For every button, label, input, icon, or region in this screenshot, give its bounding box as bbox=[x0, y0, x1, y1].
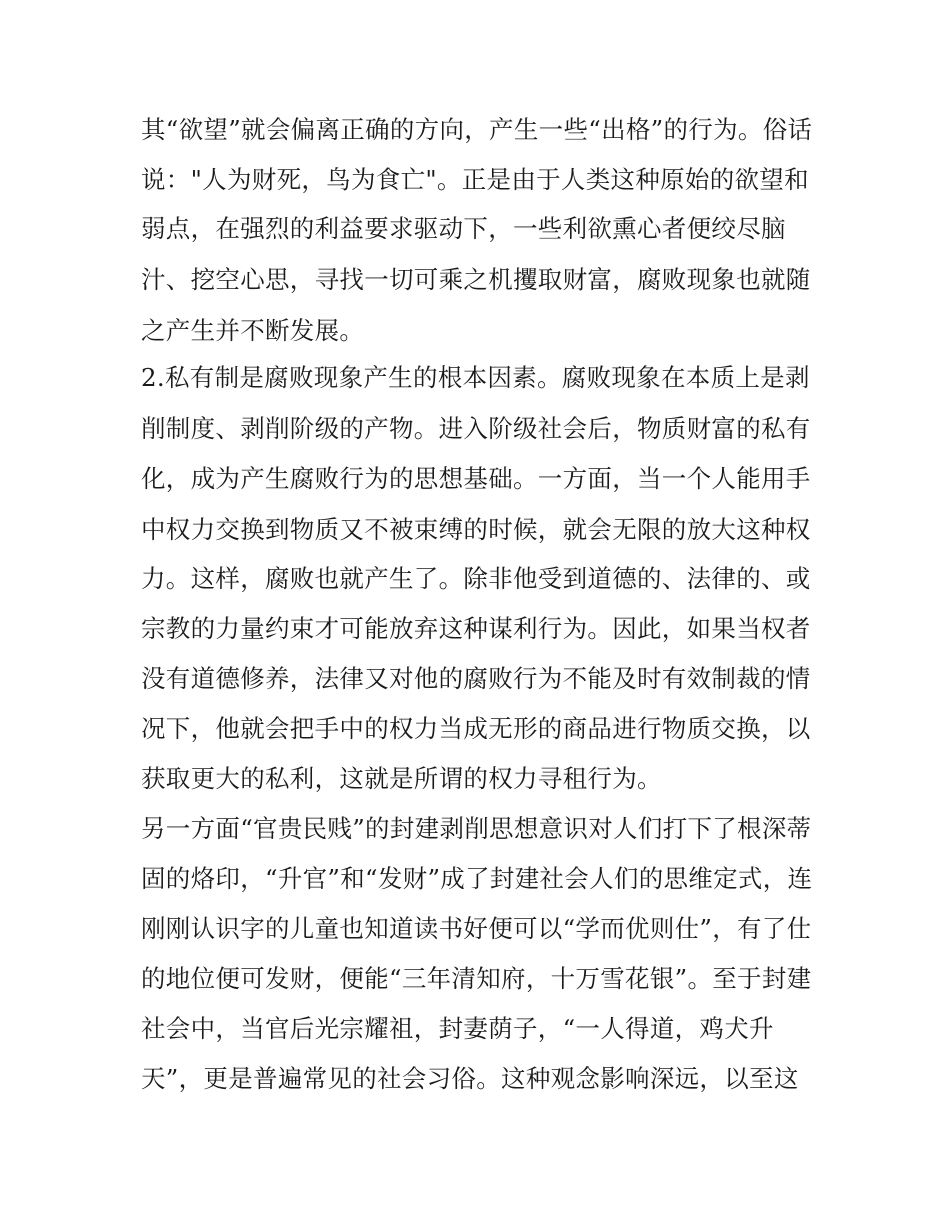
text-line: 中权力交换到物质又不被束缚的时候，就会无限的放大这种权 bbox=[141, 515, 811, 544]
text-line: 化，成为产生腐败行为的思想基础。一方面，当一个人能用手 bbox=[141, 464, 811, 493]
text-line: 固的烙印，“升官”和“发财”成了封建社会人们的思维定式，连 bbox=[141, 864, 813, 893]
text-line: 况下，他就会把手中的权力当成无形的商品进行物质交换，以 bbox=[141, 714, 811, 743]
text-line: 之产生并不断发展。 bbox=[141, 316, 365, 345]
text-line: 削制度、剥削阶级的产物。进入阶级社会后，物质财富的私有 bbox=[141, 414, 811, 443]
text-line: 说："人为财死，鸟为食亡"。正是由于人类这种原始的欲望和 bbox=[141, 165, 809, 194]
text-line: 宗教的力量约束才可能放弃这种谋利行为。因此，如果当权者 bbox=[141, 614, 811, 643]
text-line: 弱点，在强烈的利益要求驱动下，一些利欲熏心者便绞尽脑 bbox=[141, 214, 786, 243]
text-line: 另一方面“官贵民贱”的封建剥削思想意识对人们打下了根深蒂 bbox=[141, 814, 812, 843]
text-line: 汁、挖空心思，寻找一切可乘之机攫取财富，腐败现象也就随 bbox=[141, 265, 811, 294]
text-line: 其“欲望”就会偏离正确的方向，产生一些“出格”的行为。俗话 bbox=[141, 115, 813, 144]
text-line: 没有道德修养，法律又对他的腐败行为不能及时有效制裁的情 bbox=[141, 664, 811, 693]
text-line: 的地位便可发财，便能“三年清知府，十万雪花银”。至于封建 bbox=[141, 964, 812, 993]
text-line: 2.私有制是腐败现象产生的根本因素。腐败现象在本质上是剥 bbox=[141, 363, 810, 392]
text-line: 天”，更是普遍常见的社会习俗。这种观念影响深远，以至这 bbox=[141, 1064, 799, 1093]
text-line: 获取更大的私利，这就是所谓的权力寻租行为。 bbox=[141, 764, 662, 793]
text-line: 社会中，当官后光宗耀祖，封妻荫子，“一人得道，鸡犬升 bbox=[141, 1014, 774, 1043]
text-line: 刚刚认识字的儿童也知道读书好便可以“学而优则仕”，有了仕 bbox=[141, 914, 812, 943]
text-line: 力。这样，腐败也就产生了。除非他受到道德的、法律的、或 bbox=[141, 564, 811, 593]
